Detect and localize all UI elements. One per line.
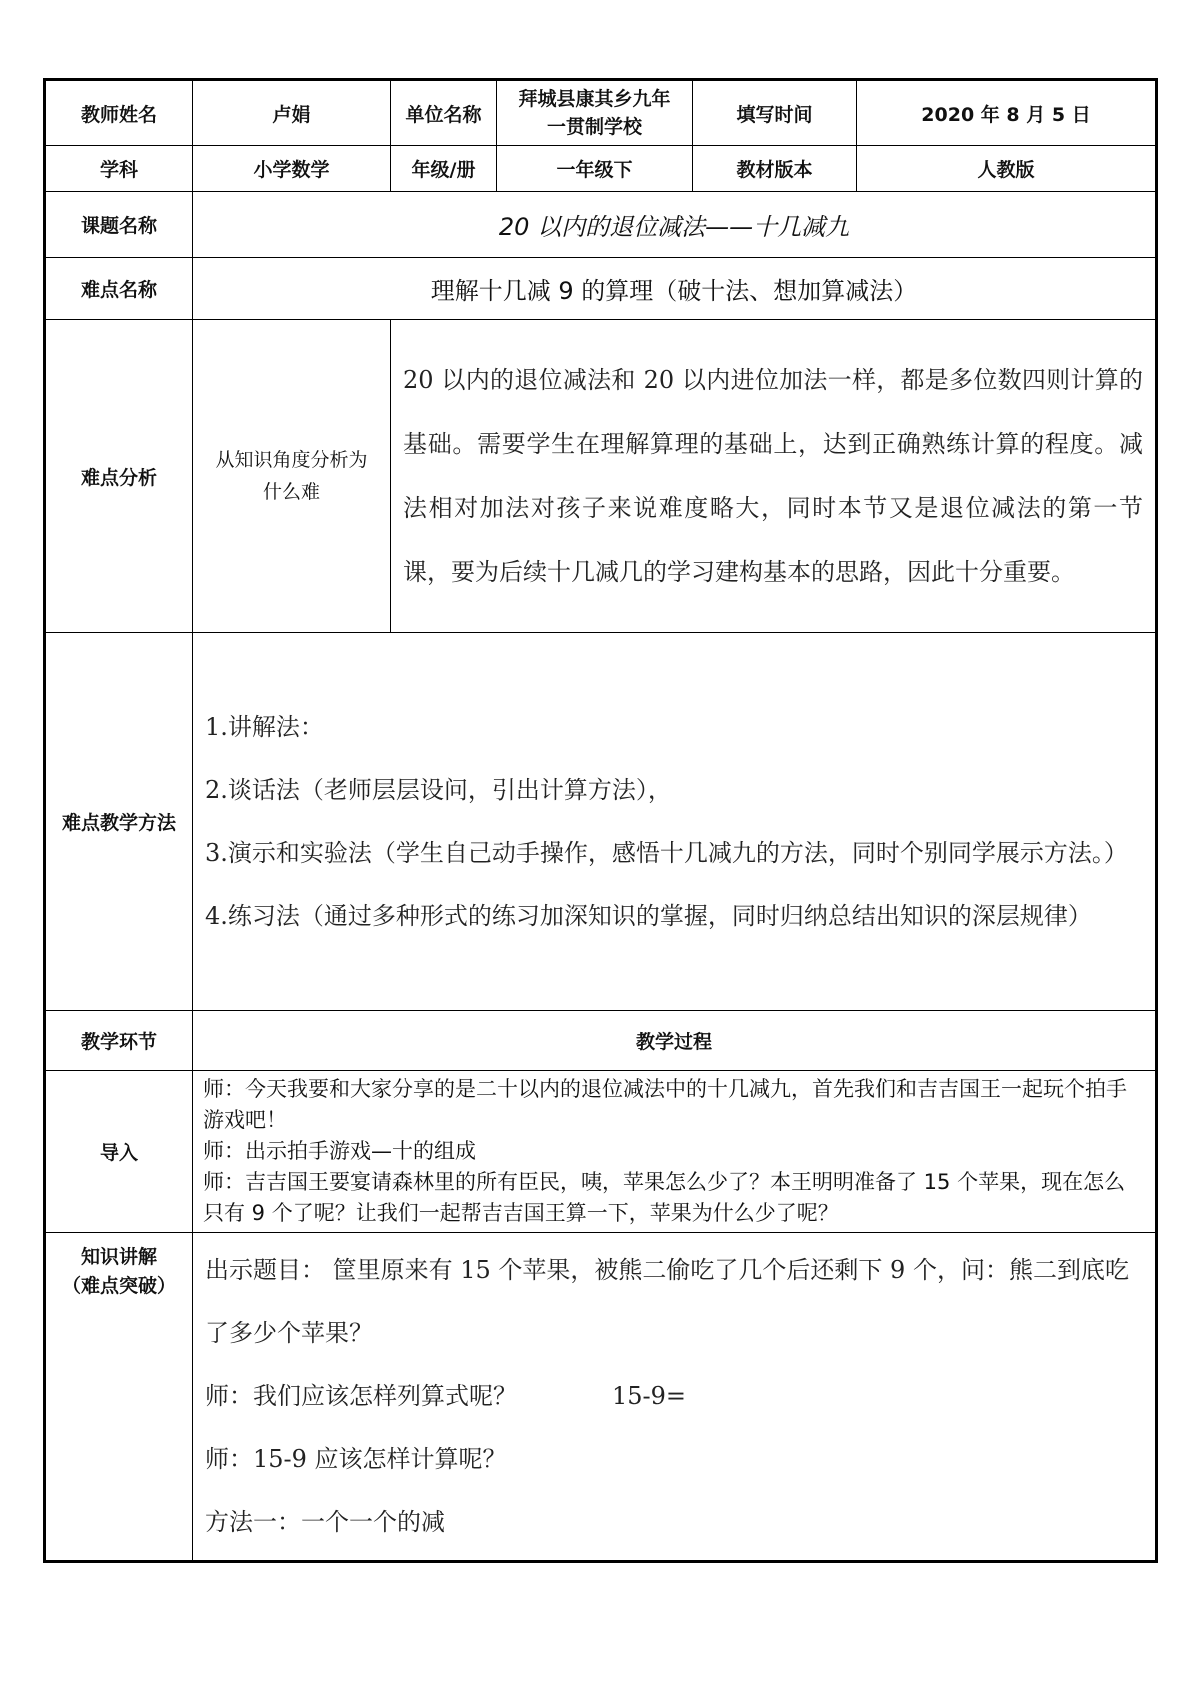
fill-time-value: 2020 年 8 月 5 日 — [857, 80, 1157, 146]
method-item-4: 4.练习法（通过多种形式的练习加深知识的掌握，同时归纳总结出知识的深层规律） — [205, 901, 1092, 930]
edition-value: 人教版 — [857, 146, 1157, 192]
lesson-plan-form — [43, 78, 1158, 1563]
analysis-sub-label — [193, 320, 391, 633]
methods-label: 难点教学方法 — [45, 633, 193, 1011]
knowledge-method-1: 方法一：一个一个的减 — [205, 1508, 445, 1536]
methods-row — [45, 633, 1157, 1011]
difficulty-value: 理解十几减 9 的算理（破十法、想加算减法） — [193, 258, 1157, 320]
method-item-3: 3.演示和实验法（学生自己动手操作，感悟十几减九的方法，同时个别同学展示方法。） — [205, 838, 1128, 867]
fill-time-label: 填写时间 — [693, 80, 857, 146]
grade-value: 一年级下 — [497, 146, 693, 192]
analysis-text: 20 以内的退位减法和 20 以内进位加法一样，都是多位数四则计算的基础。需要学生在理解算理的基础上，达到正确熟练计算的程度。减法相对加法对孩子来说难度略大，同时本节又是退位减法的第一节课，要为后续十几减几的学习建构基本的思路，因此十分重要。 — [391, 320, 1157, 633]
teacher-name-label: 教师姓名 — [45, 80, 193, 146]
topic-value: 20 以内的退位减法——十几减九 — [193, 192, 1157, 258]
knowledge-row — [45, 1233, 1157, 1562]
unit-value-line1: 拜城县康其乡九年 — [518, 88, 671, 110]
intro-line-2: 师：出示拍手游戏—十的组成 — [203, 1139, 476, 1163]
header-row-1 — [45, 80, 1157, 146]
difficulty-label: 难点名称 — [45, 258, 193, 320]
analysis-label: 难点分析 — [45, 320, 193, 633]
unit-label: 单位名称 — [391, 80, 497, 146]
knowledge-content — [193, 1233, 1157, 1562]
unit-value — [497, 80, 693, 146]
knowledge-question-1-text: 师：我们应该怎样列算式呢？ — [205, 1382, 517, 1410]
analysis-sub-label-line2: 什么难 — [262, 481, 320, 503]
knowledge-question-1 — [205, 1365, 1143, 1428]
knowledge-label-line2: （难点突破） — [61, 1275, 176, 1297]
method-item-1: 1.讲解法： — [205, 712, 324, 741]
intro-content — [193, 1071, 1157, 1233]
process-header-row — [45, 1011, 1157, 1071]
lesson-plan-table — [43, 78, 1158, 1563]
subject-value: 小学数学 — [193, 146, 391, 192]
grade-label: 年级/册 — [391, 146, 497, 192]
intro-line-3: 师：吉吉国王要宴请森林里的所有臣民，咦，苹果怎么少了？本王明明准备了 15 个苹果，现在怎么只有 9 个了呢？让我们一起帮吉吉国王算一下，苹果为什么少了呢？ — [203, 1170, 1126, 1225]
knowledge-label-line1: 知识讲解 — [80, 1246, 157, 1268]
methods-list — [193, 633, 1157, 1011]
knowledge-problem: 出示题目： 筐里原来有 15 个苹果，被熊二偷吃了几个后还剩下 9 个，问：熊二到底吃了多少个苹果？ — [205, 1256, 1129, 1347]
intro-label: 导入 — [45, 1071, 193, 1233]
method-item-2: 2.谈话法（老师层层设问，引出计算方法）， — [205, 775, 672, 804]
knowledge-question-2: 师：15-9 应该怎样计算呢？ — [205, 1445, 507, 1473]
intro-line-1: 师：今天我要和大家分享的是二十以内的退位减法中的十几减九，首先我们和吉吉国王一起玩个拍手游戏吧！ — [203, 1077, 1127, 1132]
knowledge-question-1-formula: 15-9= — [612, 1382, 687, 1410]
difficulty-row — [45, 258, 1157, 320]
topic-row — [45, 192, 1157, 258]
process-header: 教学过程 — [193, 1011, 1157, 1071]
stage-header: 教学环节 — [45, 1011, 193, 1071]
teacher-name-value: 卢娟 — [193, 80, 391, 146]
intro-row — [45, 1071, 1157, 1233]
subject-label: 学科 — [45, 146, 193, 192]
unit-value-line2: 一贯制学校 — [546, 116, 642, 138]
analysis-sub-label-line1: 从知识角度分析为 — [215, 449, 368, 471]
knowledge-label — [45, 1233, 193, 1562]
header-row-2 — [45, 146, 1157, 192]
analysis-row — [45, 320, 1157, 633]
edition-label: 教材版本 — [693, 146, 857, 192]
topic-label: 课题名称 — [45, 192, 193, 258]
